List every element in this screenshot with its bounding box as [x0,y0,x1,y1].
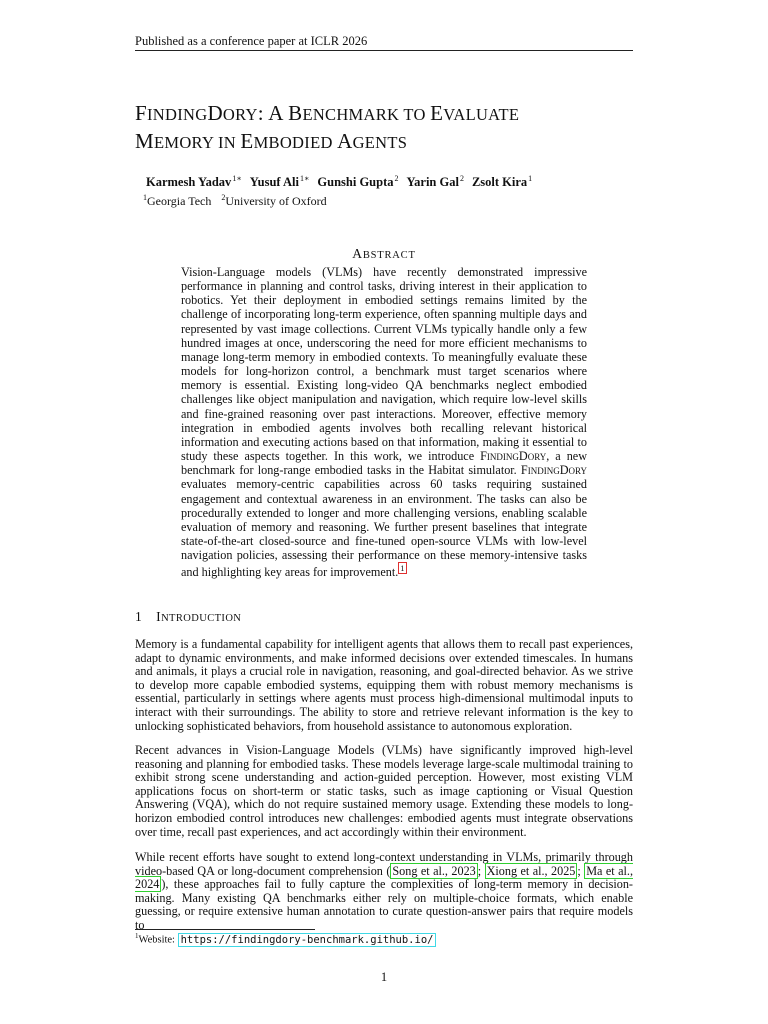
affiliation [221,194,326,208]
title-segment: ORY [222,105,258,124]
title-segment: MBODIED [253,133,338,152]
author-name: Zsolt Kira [471,175,528,190]
abstract-text-1: Vision-Language models (VLMs) have recently demonstrated impressive performance in planning and control tasks, driving interest in their application to robotics. Yet their deployment in embodied settings remains limited by the challenge of incorporating long-term experience, often spanning multiple days and represented by vast image collections. Current VLMs typically handle only a few hundred images at once, underscoring the need for more efficient mechanisms to manage long-term memory in embodied contexts. To meaningfully evaluate these models for long-horizon control, a benchmark must target scenarios where memory is essential. Existing long-video QA benchmarks neglect embodied challenges like object manipulation and navigation, which require low-level skills and fine-grained reasoning over past interactions. Moreover, effective memory integration in embodied agents involves both recalling relevant historical information and executing actions based on that information, making it essential to study these aspects together. In this work, we introduce [181,265,587,464]
title-segment: EMORY IN [153,133,241,152]
intro-paragraph-1: Memory is a fundamental capability for intelligent agents that allows them to recall past experiences, adapt to dynamic environments, and make informed decisions over extended timescales. In humans and animals, it plays a crucial role in navigation, reasoning, and goal-directed behavior. As we strive to develop more capable embodied systems, equipping them with robust memory mechanisms is essential, particularly in settings where agents must process high-dimensional multimodal inputs to interact with their surroundings. The ability to store and retrieve relevant information is the key to unlocking sophisticated behaviors, from household assistance to autonomous exploration. [135,637,633,733]
affiliation-list [143,193,337,209]
title-line-2 [135,128,655,156]
affiliation-name: Georgia Tech [147,194,212,208]
footnote-label: Website: [138,934,178,946]
title-segment: GENTS [352,133,408,152]
footnote-rule [135,929,315,930]
title-segment: ENCHMARK TO [302,105,431,124]
abstract-heading-rest: BSTRACT [362,250,416,261]
abstract-heading [0,246,768,262]
title-segment: M [135,129,154,153]
intro-paragraph-3 [135,851,633,933]
author-affiliation-marker: 1∗ [232,174,242,183]
title-segment: E [430,101,444,125]
affiliation-marker: 2 [221,193,226,202]
benchmark-name: FindingDory [480,449,547,464]
title-segment: VALUATE [443,105,520,124]
section-heading [135,609,241,625]
title-segment: : A B [257,101,303,125]
section-number: 1 [135,609,143,624]
section-title-initial: I [156,609,162,624]
author-list [146,174,540,190]
citation-link[interactable]: Xiong et al., 2025 [486,863,576,878]
abstract-text-2: , a new benchmark for long-range embodied tasks in the Habitat simulator. [181,449,587,478]
author-affiliation-marker: 1∗ [299,174,310,183]
paper-title [135,100,655,156]
page-number: 1 [380,970,388,984]
author-name: Karmesh Yadav [146,175,232,190]
title-segment: E [240,129,254,153]
citation-separator: ; [577,863,585,878]
title-segment: INDING [146,105,208,124]
author-name: Gunshi Gupta [317,175,394,190]
citation-separator: ; [477,863,485,878]
header-rule [135,50,633,51]
website-url-link[interactable]: https://findingdory-benchmark.github.io/ [178,933,437,947]
paragraph-text: ), these approaches fail to fully capture the complexities of long-term memory in decision-making. Many existing QA benchmarks either rely on multiple-choice formats, which enable guessing, or require extensive human annotation to curate question-answer pairs that require models to [135,877,633,932]
author [472,175,532,189]
footnote [135,932,436,946]
author [146,175,242,189]
affiliation [143,194,211,208]
title-segment: F [135,101,147,125]
title-line-1 [135,100,655,128]
affiliation-name: University of Oxford [225,194,327,208]
author [250,175,310,189]
author [317,175,398,189]
abstract-body [181,265,587,580]
section-title-rest: NTRODUCTION [161,613,242,624]
benchmark-name: FindingDory [520,463,587,478]
author-affiliation-marker: 1 [528,174,533,183]
title-segment: D [207,101,223,125]
title-segment: A [337,129,353,153]
footnote-marker: 1 [135,932,139,940]
author-name: Yarin Gal [406,175,459,190]
affiliation-marker: 1 [143,193,147,202]
paragraph-text: While recent efforts have sought to extend long-context understanding in VLMs, primarily through video-based QA or long-document comprehension ( [135,850,633,878]
abstract-text-3: evaluates memory-centric capabilities across 60 tasks requiring sustained engagement and contextual awareness in an environment. The tasks can also be procedurally extended to longer and more challenging versions, enabling scalable evaluation of memory and reasoning. We further present baselines that integrate state-of-the-art closed-source and fine-tuned open-source VLMs with low-level navigation policies, assessing their performance on these memory-intensive tasks and highlighting key areas for improvement. [181,477,587,580]
author-name: Yusuf Ali [249,175,299,190]
author-affiliation-marker: 2 [459,174,464,183]
author-affiliation-marker: 2 [394,174,399,183]
abstract-heading-initial: A [352,246,363,261]
running-header: Published as a conference paper at ICLR 2026 [135,34,368,48]
intro-paragraph-2: Recent advances in Vision-Language Models (VLMs) have significantly improved high-level reasoning and planning for embodied tasks. These models leverage large-scale multimodal training to exhibit strong scene understanding and action-guided perception. However, most existing VLM applications focus on short-term or static tasks, such as image captioning or Visual Question Answering (VQA), which do not require sustained memory usage. Extending these models to long-horizon embodied control introduces new challenges: embodied agents must integrate observations over time, recall past experiences, and act accordingly within their environment. [135,743,633,839]
author [407,175,464,189]
citation-link[interactable]: Song et al., 2023 [392,863,476,878]
citation-link[interactable]: Ma et al., 2024 [135,863,633,892]
footnote-ref-link[interactable]: 1 [400,563,405,574]
